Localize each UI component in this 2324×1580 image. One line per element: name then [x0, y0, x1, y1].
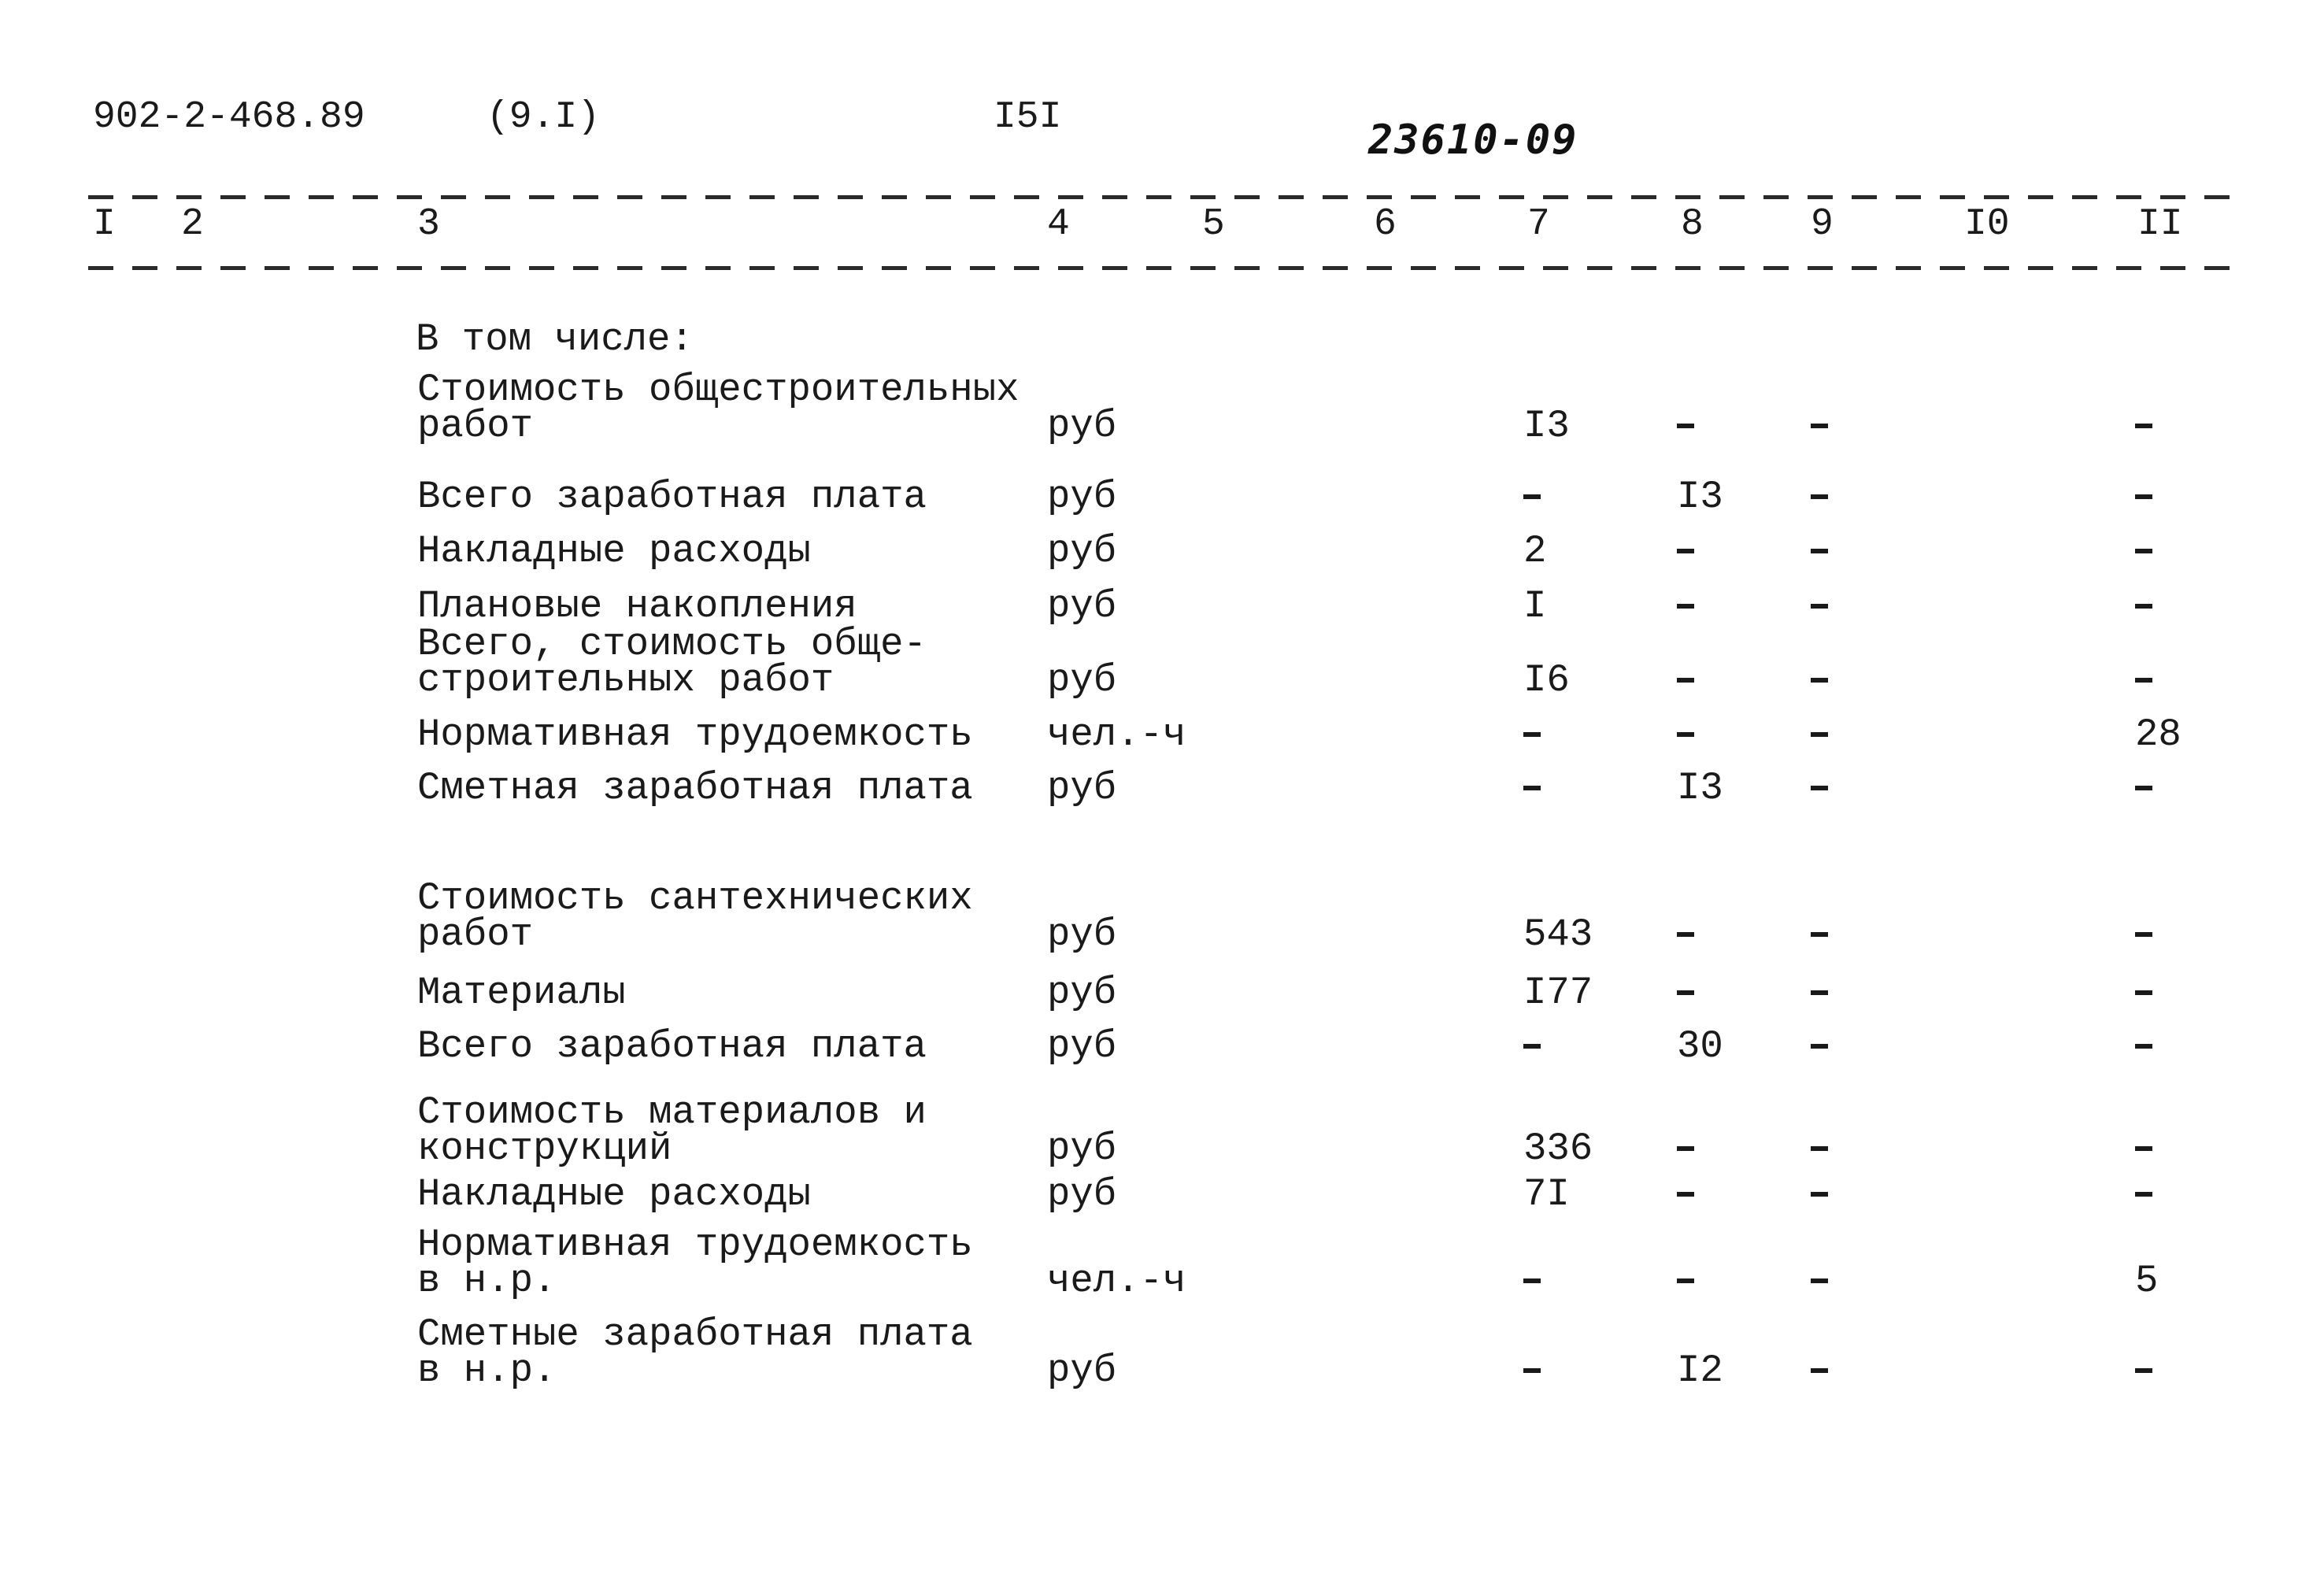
- row-description: Накладные расходы: [417, 1172, 811, 1216]
- row-unit: руб: [1047, 766, 1117, 810]
- row-description: работ: [417, 404, 534, 448]
- col8-value: [1677, 662, 1694, 699]
- col9-value: [1811, 1130, 1828, 1167]
- col7-value: [1523, 1352, 1541, 1389]
- col11-value: [2135, 479, 2152, 516]
- col9-value: [1811, 588, 1828, 625]
- col11-value: [2135, 533, 2152, 570]
- archive-stamp: 23610-09: [1368, 117, 1578, 164]
- document-code: 902-2-468.89: [93, 96, 365, 139]
- column-number: I: [93, 203, 116, 246]
- column-number: 8: [1681, 203, 1704, 246]
- col7-value: I6: [1523, 658, 1570, 702]
- row-description: конструкций: [417, 1127, 672, 1171]
- col8-value: [1677, 1130, 1694, 1167]
- col7-value: 7I: [1523, 1172, 1570, 1216]
- column-number: 9: [1811, 203, 1834, 246]
- col8-value: [1677, 588, 1694, 625]
- column-number: 6: [1374, 203, 1397, 246]
- col11-value: [2135, 916, 2152, 953]
- col7-value: [1523, 1263, 1541, 1300]
- col7-value: [1523, 1028, 1541, 1065]
- row-description: Всего заработная плата: [417, 475, 927, 519]
- row-description: в н.р.: [417, 1259, 557, 1303]
- col11-value: [2135, 1028, 2152, 1065]
- top-dashed-rule: [88, 195, 2245, 199]
- col9-value: [1811, 916, 1828, 953]
- col7-value: I3: [1523, 404, 1570, 448]
- row-description: работ: [417, 912, 534, 957]
- col7-value: [1523, 770, 1541, 807]
- col8-value: 30: [1677, 1024, 1723, 1068]
- col7-value: [1523, 479, 1541, 516]
- intro-label: В том числе:: [416, 317, 694, 361]
- col11-value: [2135, 1352, 2152, 1389]
- column-number: 4: [1047, 203, 1070, 246]
- row-description: Накладные расходы: [417, 529, 811, 573]
- col8-value: [1677, 1176, 1694, 1213]
- row-description: Нормативная трудоемкость: [417, 712, 973, 757]
- col8-value: [1677, 533, 1694, 570]
- row-description: Плановые накопления: [417, 584, 857, 628]
- column-number: 3: [417, 203, 440, 246]
- column-number: II: [2137, 203, 2183, 246]
- row-unit: чел.-ч: [1047, 712, 1186, 757]
- row-description: Всего, стоимость обще-: [417, 622, 927, 666]
- row-description: Стоимость материалов и: [417, 1090, 927, 1134]
- col9-value: [1811, 716, 1828, 753]
- col8-value: [1677, 408, 1694, 445]
- col9-value: [1811, 975, 1828, 1012]
- col7-value: 2: [1523, 529, 1547, 573]
- row-description: Нормативная трудоемкость: [417, 1223, 973, 1267]
- row-unit: руб: [1047, 1349, 1117, 1393]
- row-unit: руб: [1047, 912, 1117, 957]
- row-description: Сметная заработная плата: [417, 766, 973, 810]
- row-unit: руб: [1047, 475, 1117, 519]
- column-number: 7: [1527, 203, 1550, 246]
- col7-value: 543: [1523, 912, 1593, 957]
- col9-value: [1811, 1176, 1828, 1213]
- col9-value: [1811, 1028, 1828, 1065]
- col9-value: [1811, 1263, 1828, 1300]
- row-unit: руб: [1047, 584, 1117, 628]
- bottom-dashed-rule: [88, 266, 2245, 270]
- col8-value: [1677, 975, 1694, 1012]
- col9-value: [1811, 1352, 1828, 1389]
- row-unit: руб: [1047, 658, 1117, 702]
- col7-value: [1523, 716, 1541, 753]
- col8-value: I2: [1677, 1349, 1723, 1393]
- col11-value: 28: [2135, 712, 2182, 757]
- column-number: 5: [1202, 203, 1225, 246]
- row-unit: руб: [1047, 1024, 1117, 1068]
- row-unit: руб: [1047, 1172, 1117, 1216]
- col7-value: I: [1523, 584, 1547, 628]
- column-number: I0: [1964, 203, 2010, 246]
- row-unit: чел.-ч: [1047, 1259, 1186, 1303]
- col9-value: [1811, 479, 1828, 516]
- col9-value: [1811, 533, 1828, 570]
- col8-value: [1677, 1263, 1694, 1300]
- col11-value: [2135, 1176, 2152, 1213]
- col11-value: 5: [2135, 1259, 2159, 1303]
- col11-value: [2135, 588, 2152, 625]
- row-unit: руб: [1047, 971, 1117, 1015]
- col9-value: [1811, 408, 1828, 445]
- row-description: Сметные заработная плата: [417, 1312, 973, 1356]
- row-unit: руб: [1047, 1127, 1117, 1171]
- col11-value: [2135, 662, 2152, 699]
- col11-value: [2135, 1130, 2152, 1167]
- row-description: Стоимость общестроительных: [417, 368, 1020, 412]
- col11-value: [2135, 408, 2152, 445]
- col8-value: [1677, 716, 1694, 753]
- row-description: строительных работ: [417, 658, 834, 702]
- col11-value: [2135, 975, 2152, 1012]
- col7-value: I77: [1523, 971, 1593, 1015]
- section-number: (9.I): [487, 96, 601, 139]
- row-unit: руб: [1047, 404, 1117, 448]
- row-description: Всего заработная плата: [417, 1024, 927, 1068]
- row-description: Материалы: [417, 971, 626, 1015]
- col8-value: I3: [1677, 475, 1723, 519]
- row-unit: руб: [1047, 529, 1117, 573]
- row-description: Стоимость сантехнических: [417, 876, 973, 920]
- col8-value: [1677, 916, 1694, 953]
- col7-value: 336: [1523, 1127, 1593, 1171]
- row-description: в н.р.: [417, 1349, 557, 1393]
- col9-value: [1811, 662, 1828, 699]
- column-number: 2: [181, 203, 204, 246]
- col8-value: I3: [1677, 766, 1723, 810]
- col11-value: [2135, 770, 2152, 807]
- col9-value: [1811, 770, 1828, 807]
- page-number: I5I: [994, 96, 1062, 139]
